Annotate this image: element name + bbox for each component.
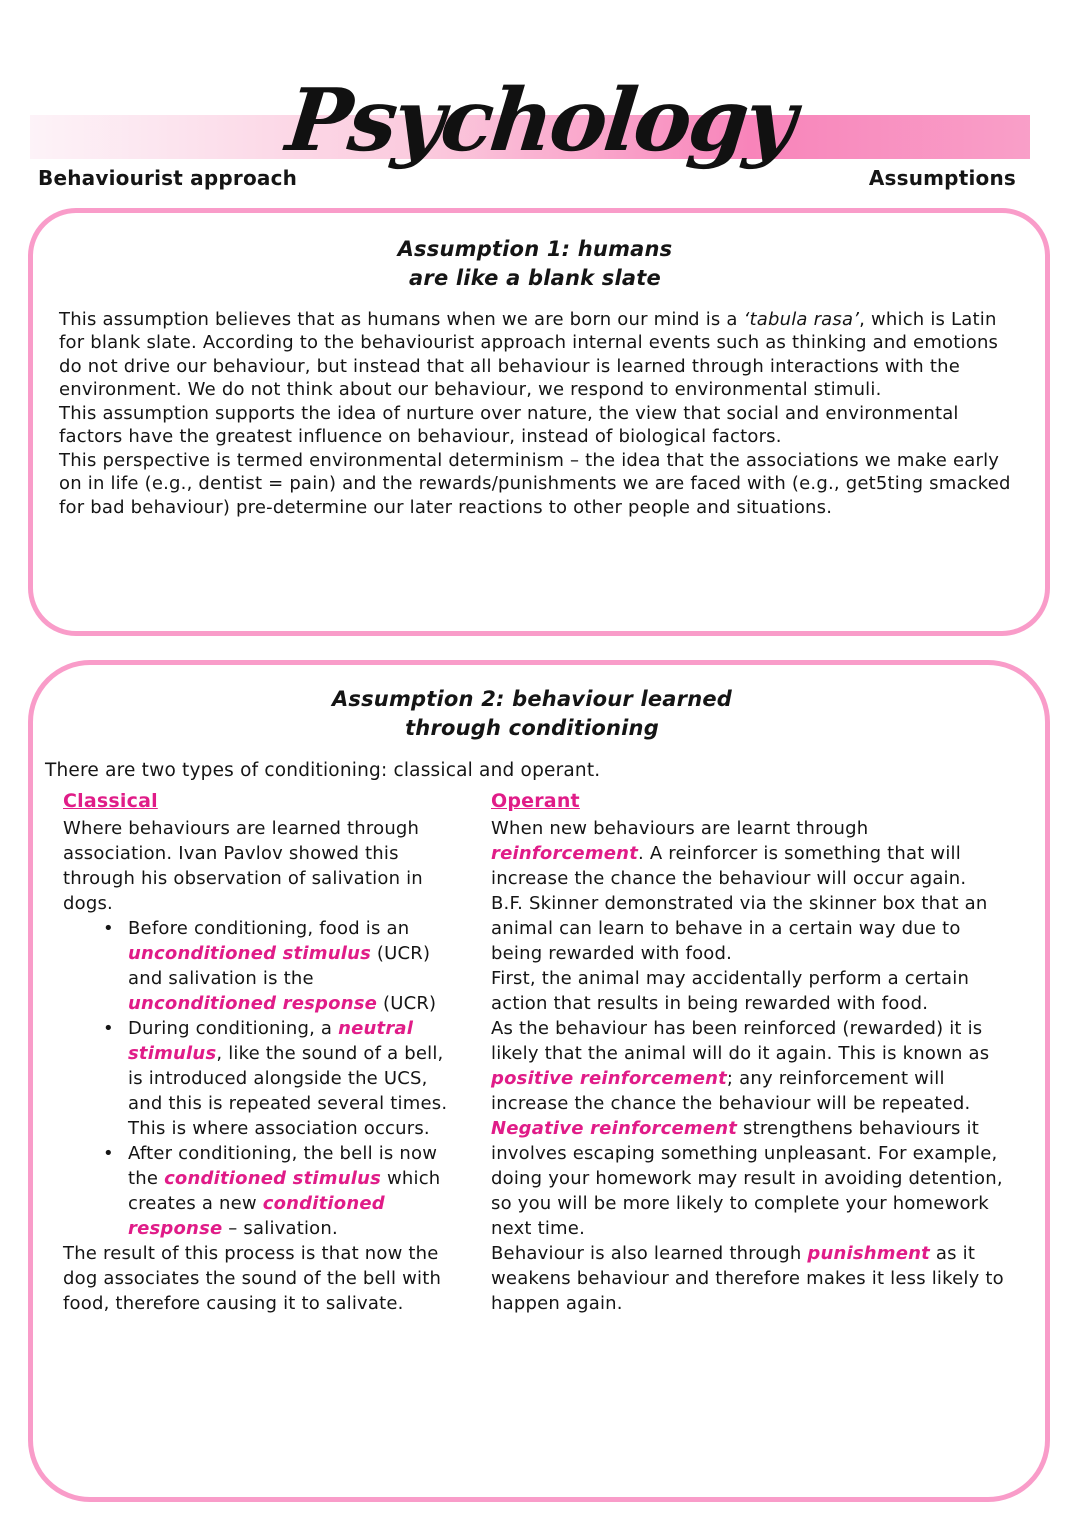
operant-heading: Operant	[491, 789, 580, 812]
conditioning-columns	[45, 789, 1019, 1316]
assumption2-title	[45, 685, 1019, 744]
assumption1-body	[59, 308, 1011, 520]
paragraph: First, the animal may accidentally perform a certain action that results in being rewarded with food.	[491, 967, 970, 1014]
classical-outro: The result of this process is that now the dog associates the sound of the bell with food, therefore causing it to salivate.	[63, 1242, 442, 1314]
paragraph: Negative reinforcement strengthens behaviours it involves escaping something unpleasant. For example, doing your homework may result in avoiding detention, so you will be more likely to complete your homework next time.	[491, 1117, 1003, 1239]
classical-heading: Classical	[63, 789, 158, 812]
assumption1-title	[59, 235, 1011, 294]
bullet-item: • After conditioning, the bell is now the conditioned stimulus which creates a new conditioned response – salivation.	[101, 1141, 455, 1241]
assumption1-title-line1: Assumption 1: humans	[397, 237, 673, 261]
paragraph: B.F. Skinner demonstrated via the skinner box that an animal can learn to behave in a certain way due to being rewarded with food.	[491, 892, 988, 964]
paragraph: As the behaviour has been reinforced (rewarded) it is likely that the animal will do it again. This is known as positive reinforcement; any reinforcement will increase the chance the behaviour will be repeated.	[491, 1017, 990, 1114]
operant-column	[491, 789, 1019, 1316]
assumption2-title-line1: Assumption 2: behaviour learned	[331, 687, 733, 711]
classical-bullet-list	[63, 916, 455, 1241]
bullet-item: • Before conditioning, food is an unconditioned stimulus (UCR) and salivation is the unconditioned response (UCR)	[101, 916, 455, 1016]
classical-lead: Where behaviours are learned through association. Ivan Pavlov showed this through his observation of salivation in dogs.	[63, 817, 423, 914]
conditioning-intro: There are two types of conditioning: classical and operant.	[45, 759, 601, 781]
assumption2-box	[28, 660, 1050, 1502]
assumption2-title-line2: through conditioning	[405, 716, 659, 741]
paragraph: This assumption believes that as humans when we are born our mind is a ‘tabula rasa’, which is Latin for blank slate. According to the behaviourist approach internal events such as thinking and emotions do not drive our behaviour, but instead that all behaviour is learned through interactions with the environment. We do not think about our behaviour, we respond to environmental stimuli.	[59, 308, 999, 401]
paragraph: This assumption supports the idea of nurture over nature, the view that social and environmental factors have the greatest influence on behaviour, instead of biological factors.	[59, 402, 959, 448]
paragraph: When new behaviours are learnt through reinforcement. A reinforcer is something that will increase the chance the behaviour will occur again.	[491, 817, 967, 889]
classical-column	[63, 789, 455, 1316]
page-title: Psychology	[282, 70, 799, 171]
assumption1-title-line2: are like a blank slate	[409, 266, 661, 291]
bullet-item: • During conditioning, a neutral stimulus, like the sound of a bell, is introduced alongside the UCS, and this is repeated several times. This is where association occurs.	[101, 1016, 455, 1141]
paragraph: This perspective is termed environmental determinism – the idea that the associations we make early on in life (e.g., dentist = pain) and the rewards/punishments we are faced with (e.g., get5ting smacked for bad behaviour) pre-determine our later reactions to other people and situations.	[59, 449, 1011, 518]
section-label: Assumptions	[868, 166, 1016, 190]
paragraph: Behaviour is also learned through punishment as it weakens behaviour and therefore makes it less likely to happen again.	[491, 1242, 1004, 1314]
topic-label: Behaviourist approach	[38, 166, 298, 190]
assumption1-box	[28, 208, 1050, 636]
